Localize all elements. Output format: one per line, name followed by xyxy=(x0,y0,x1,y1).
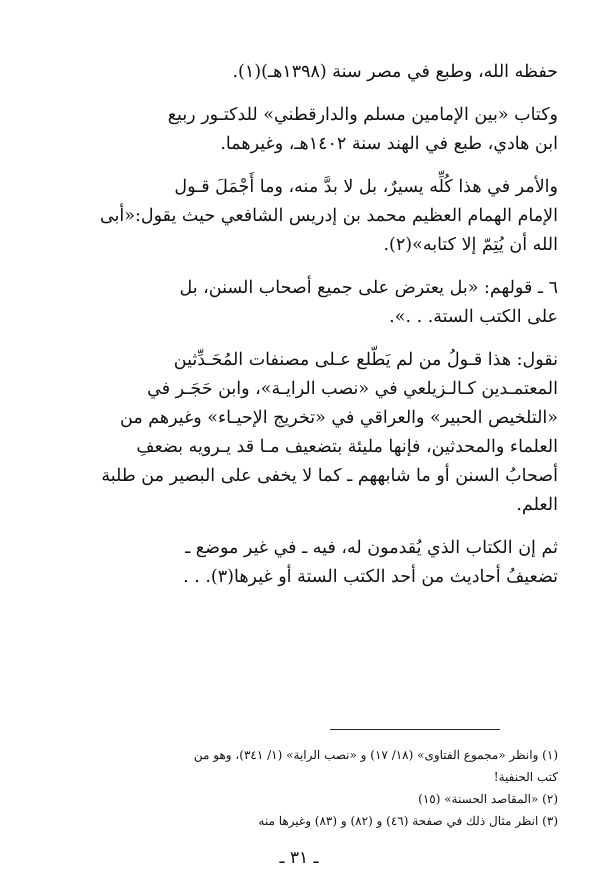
text-line: أصحابُ السنن أو ما شابههم ـ كما لا يخفى على البصير من طلبة xyxy=(101,466,558,486)
text-line: الله أن يُتِمّ إلا كتابه»(٢). xyxy=(383,235,558,255)
footnote-line: (١) وانظر «مجموع الفتاوى» (١٨/ ١٧) و «نصب الراية» (١/ ٣٤١)، وهو من xyxy=(193,748,558,762)
text-line: «التلخيص الحبير» والعراقي في «تخريج الإحيـاء» وغيرهم من xyxy=(120,408,558,428)
paragraph xyxy=(52,58,558,87)
paragraph xyxy=(52,101,558,159)
text-line: والأمر في هذا كُلِّه يسيرٌ، بل لا بدَّ منه، وما أَجْمَلَ قـول xyxy=(174,177,558,197)
text-line: العلماء والمحدثين، فإنها مليئة بتضعيف مـا قد يـرويه بضعفِ xyxy=(136,437,558,457)
text-line: ابن هادي، طبع في الهند سنة ١٤٠٢هـ، وغيرهما. xyxy=(220,134,558,154)
text-line: ٦ ـ قولهم: «بل يعترض على جميع أصحاب السنن، بل xyxy=(179,278,558,298)
paragraph xyxy=(52,274,558,332)
text-line: تضعيفُ أحاديث من أحد الكتب الستة أو غيرها(٣). . . xyxy=(183,567,558,587)
footnote-line: كتب الحنفية! xyxy=(493,770,558,784)
footnote-line: (٢) «المقاصد الحسنة» (١٥) xyxy=(418,792,558,806)
text-line: العلم. xyxy=(516,495,558,515)
main-text xyxy=(52,58,558,606)
footnotes xyxy=(52,744,558,832)
text-line: حفظه الله، وطبع في مصر سنة (١٣٩٨هـ)(١). xyxy=(232,62,558,82)
text-line: المعتمـدين كـالـزيلعي في «نصب الرايـة»، وابن حَجَـر في xyxy=(147,379,558,399)
text-line: نقول: هذا قـولُ من لم يَطّلع عـلى مصنفات المُحَـدِّثين xyxy=(173,350,558,370)
text-line: على الكتب الستة. . .». xyxy=(389,307,558,327)
text-line: الإمام الهمام العظيم محمد بن إدريس الشافعي حيث يقول:«أبى xyxy=(99,206,558,226)
footnote-separator xyxy=(330,729,500,730)
footnote-line: (٣) انظر مثال ذلك في صفحة (٤٦) و (٨٢) و (٨٣) وغيرها منه xyxy=(258,814,558,828)
text-line: ثم إن الكتاب الذي يُقدمون له، فيه ـ في غير موضع ـ xyxy=(185,538,558,558)
paragraph xyxy=(52,534,558,592)
text-line: وكتاب «بين الإمامين مسلم والدارقطني» للدكتـور ربيع xyxy=(167,105,558,125)
paragraph xyxy=(52,173,558,260)
paragraph xyxy=(52,346,558,520)
page-number: ـ ٣١ ـ xyxy=(279,848,319,868)
